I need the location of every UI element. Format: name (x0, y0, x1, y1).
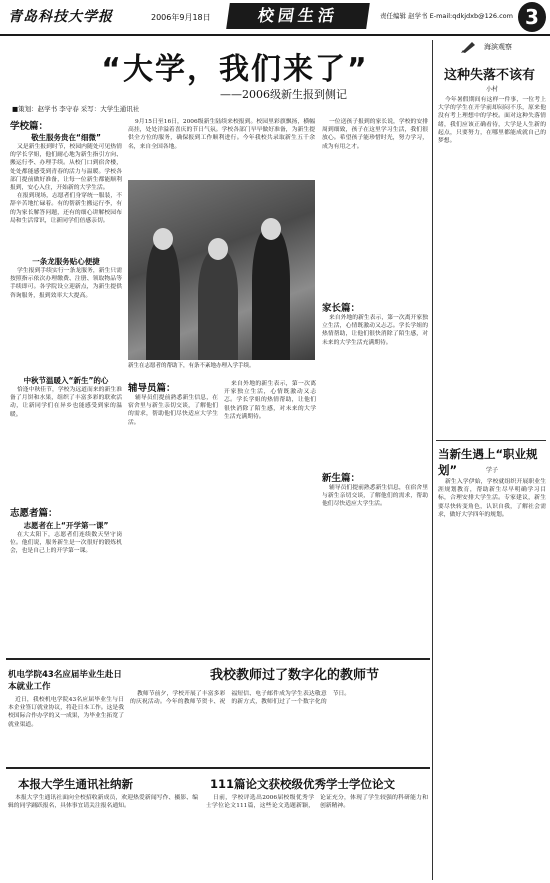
story2-headline: 我校教师过了数字化的教师节 (210, 668, 380, 683)
divider (432, 40, 433, 880)
text-col4 (10, 531, 122, 653)
divider (436, 440, 546, 441)
paragraph: 今年暑假期间有这样一件事，一位考上大学的学生在开学前却闷闷不乐，原来他没有考上理想中的学校。面对这种失落情绪，我们应该正确看待，大学是人生新的起点，只要努力，在哪里都能成就自己的梦想。 (438, 97, 546, 145)
paragraph: 本报大学生通讯社面向全校招收新成员，欢迎热爱新闻写作、摄影、编辑的同学踊跃报名，具体事宜请关注报名通知。 (8, 795, 198, 810)
text-col1 (10, 143, 122, 248)
subhead-onestop: 一条龙服务贴心便捷 (32, 257, 100, 266)
pen-icon (460, 40, 478, 54)
lead-subhead: ——2006级新生报到侧记 (220, 88, 347, 101)
paragraph: 9月15日至16日，2006级新生陆续来校报到。校园里彩旗飘扬，横幅高挂，处处洋溢着喜庆的节日气氛。学校各部门早早做好准备，为新生提供全方位的服务，确保报到工作顺利进行。今年我校共录取新生五千余名，来自全国各地。 (128, 119, 315, 150)
text-col3 (10, 386, 122, 496)
text-col2 (10, 267, 122, 367)
photo-caption: 新生在志愿者的帮助下，有条不紊地办理入学手续。 (128, 363, 255, 369)
section-banner: 校园生活 (226, 3, 370, 29)
paragraph: 学生报到手续实行一条龙服务，新生只需按照指示依次办理缴费、注册、领取物品等手续即可。各学院设立迎新点，为新生提供咨询服务，报到效率大大提高。 (10, 268, 122, 299)
paragraph: 在大太阳下，志愿者们连续数天坚守岗位。他们说，服务新生是一次很好的锻炼机会，也是自己上的开学第一课。 (10, 532, 122, 555)
subhead-volunteer: 志愿者在上“开学第一课” (23, 521, 109, 530)
paragraph: 一位送孩子报到的家长说，学校的安排周到细致，孩子在这里学习生活，我们很放心。希望孩子能珍惜时光，努力学习，成为有用之才。 (322, 119, 428, 150)
paragraph: 辅导员们提前熟悉新生信息，在宿舍里与新生亲切交谈，了解他们的需求，帮助他们尽快适应大学生活。 (322, 485, 428, 508)
text-col6 (224, 380, 316, 654)
column-label: 海滨观察 (484, 43, 512, 51)
subhead-service: 敬生服务贵在“细微” (31, 133, 101, 142)
right-text (438, 96, 546, 434)
right2-text (438, 478, 546, 878)
text-col7 (322, 118, 428, 296)
paragraph: 来自外地的新生表示，第一次离开家独立生活，心情既激动又忐忑。学长学姐的热情帮助，让他们很快消除了陌生感，对未来的大学生活充满期待。 (224, 381, 316, 420)
story3-headline: 本报大学生通讯社纳新 (18, 777, 133, 791)
page-number: 3 (518, 2, 546, 32)
paragraph: 新生入学伊始，学校就组织开展职业生涯规划教育，帮助新生尽早明确学习目标，合理安排大学生活。专家建议，新生要尽快转变角色，认识自我，了解社会需求，做好大学四年的规划。 (438, 479, 546, 518)
paragraph: 近日，我校机电学院43名应届毕业生与日本企业签订就业协议，将赴日本工作。这是我校国际合作办学的又一成果，为毕业生拓宽了就业渠道。 (8, 697, 124, 728)
lead-byline: ■策划：赵学书 李守春 采写：大学生通讯社 (12, 105, 140, 113)
paragraph: 又是新生报到时节，校园内随处可见热情的学长学姐，他们耐心地为新生指引方向、搬运行李、办理手续。从校门口到宿舍楼，处处都能感受到青春的活力与温暖。学校各部门提前做好准备，让每一位新生都能顺利报到，安心入住，开始新的大学生活。 (10, 144, 122, 192)
section-freshman: 新生篇： (322, 473, 361, 484)
text-intro (128, 118, 315, 174)
story2-text (130, 690, 428, 762)
issue-date: 2006年9月18日 (151, 13, 211, 22)
story4-text (206, 794, 428, 880)
text-col9 (322, 484, 428, 654)
story1-text (8, 696, 124, 762)
paper-name: 青岛科技大学报 (8, 9, 113, 25)
section-parent: 家长篇： (322, 303, 361, 314)
paragraph: 恰逢中秋佳节，学校为远道而来的新生准备了月饼和水果，组织了丰富多彩的联欢活动，让新同学们在异乡也能感受到家的温暖。 (10, 387, 122, 418)
paragraph: 日前，学校评选出2006届校级优秀学士学位论文111篇，这些论文选题新颖，论证充分，体现了学生较强的科研能力和创新精神。 (206, 795, 428, 810)
divider (6, 658, 430, 660)
paragraph: 在报到现场，志愿者们身穿统一服装，不辞辛苦地忙碌着。有的帮新生搬运行李，有的为家长解答问题，还有的细心讲解校园布局和生活常识，让新同学们倍感亲切。 (10, 193, 122, 224)
section-volunteer: 志愿者篇： (10, 508, 58, 519)
story4-headline: 111篇论文获校级优秀学士学位论文 (210, 777, 396, 791)
right-headline: 这种失落不该有 (444, 68, 536, 83)
divider (6, 767, 430, 769)
paragraph: 辅导员们提前熟悉新生信息，在宿舍里与新生亲切交谈，了解他们的需求，帮助他们尽快适应大学生活。 (128, 395, 218, 426)
right2-headline: 当新生遇上“职业规划” (438, 447, 538, 477)
paragraph: 来自外地的新生表示，第一次离开家独立生活，心情既激动又忐忑。学长学姐的热情帮助，让他们很快消除了陌生感，对未来的大学生活充满期待。 (322, 315, 428, 346)
masthead (0, 0, 550, 36)
story1-headline: 机电学院43名应届毕业生赴日本就业工作 (8, 670, 122, 692)
subhead-midautumn: 中秋节温暖入“新生”的心 (23, 376, 109, 385)
lead-photo (128, 180, 315, 360)
paragraph: 教师节前夕，学校开展了丰富多彩的庆祝活动。今年的教师节贺卡、祝福短信、电子邮件成为学生表达敬意的新方式，教师们过了一个数字化的节日。 (130, 691, 351, 706)
editor-info: 责任编辑 赵学书 E-mail:qdkjdxb@126.com (380, 12, 513, 20)
text-col5 (128, 394, 218, 654)
right-author: 小村 (486, 86, 499, 93)
text-col8 (322, 314, 428, 464)
story3-text (8, 794, 198, 880)
section-counselor: 辅导员篇： (128, 383, 176, 394)
lead-headline: “大学，我们来了” (101, 52, 369, 87)
right2-author: 学子 (486, 467, 499, 474)
section-campus: 学校篇： (10, 121, 49, 132)
